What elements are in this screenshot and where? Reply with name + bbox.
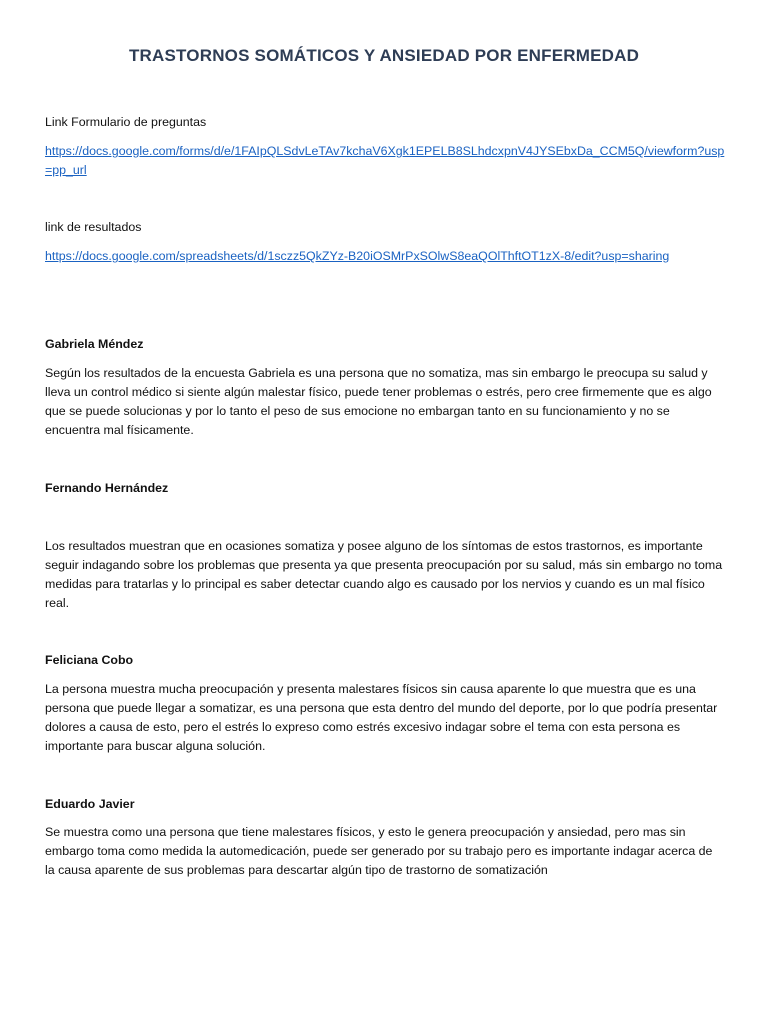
person-text-feliciana: La persona muestra mucha preocupación y presenta malestares físicos sin causa aparente lo que muestra que es una persona que puede llegar a somatizar, es una persona que esta dentro del mundo del deporte, por lo que podría presentar dolores a causa de esto, pero el estrés lo expreso como estrés excesivo indagar sobre el tema con esta persona es importante para buscar alguna solución.	[45, 682, 718, 753]
person-text-gabriela: Según los resultados de la encuesta Gabriela es una persona que no somatiza, mas sin embargo le preocupa su salud y lleva un control médico si siente algún malestar físico, puede tener problemas o estrés, pero cree firmemente que es algo que se puede solucionas y por lo tanto el peso de sus emocione no embargan tanto en su funcionamiento y no se encuentra mal físicamente.	[45, 366, 712, 437]
person-name-feliciana: Feliciana Cobo	[45, 653, 134, 667]
person-text-eduardo: Se muestra como una persona que tiene malestares físicos, y esto le genera preocupación y ansiedad, pero mas sin embargo toma como medida la automedicación, puede ser generado por su trabajo pero es importante indagar acerca de la causa aparente de sus problemas para descartar algún tipo de trastorno de somatización	[45, 825, 713, 877]
form-link-label: Link Formulario de preguntas	[45, 115, 207, 129]
results-link[interactable]: https://docs.google.com/spreadsheets/d/1sczz5QkZYz-B20iOSMrPxSOlwS8eaQOlThftOT1zX-8/edit?usp=sharing	[45, 249, 670, 263]
person-name-eduardo: Eduardo Javier	[45, 797, 135, 811]
person-name-fernando: Fernando Hernández	[45, 481, 169, 495]
form-link[interactable]: https://docs.google.com/forms/d/e/1FAIpQLSdvLeTAv7kchaV6Xgk1EPELB8SLhdcxpnV4JYSEbxDa_CCM5Q/viewform?usp=pp_url	[45, 144, 725, 177]
person-name-gabriela: Gabriela Méndez	[45, 337, 144, 351]
person-text-fernando: Los resultados muestran que en ocasiones somatiza y posee alguno de los síntomas de estos trastornos, es importante seguir indagando sobre los problemas que presenta ya que presenta preocupación por su salud, más sin embargo no toma medidas para tratarlas y lo principal es saber detectar cuando algo es causado por los nervios y cuando es un mal físico real.	[45, 539, 723, 610]
results-link-label: link de resultados	[45, 220, 142, 234]
document-title: TRASTORNOS SOMÁTICOS Y ANSIEDAD POR ENFERMEDAD	[128, 46, 640, 65]
